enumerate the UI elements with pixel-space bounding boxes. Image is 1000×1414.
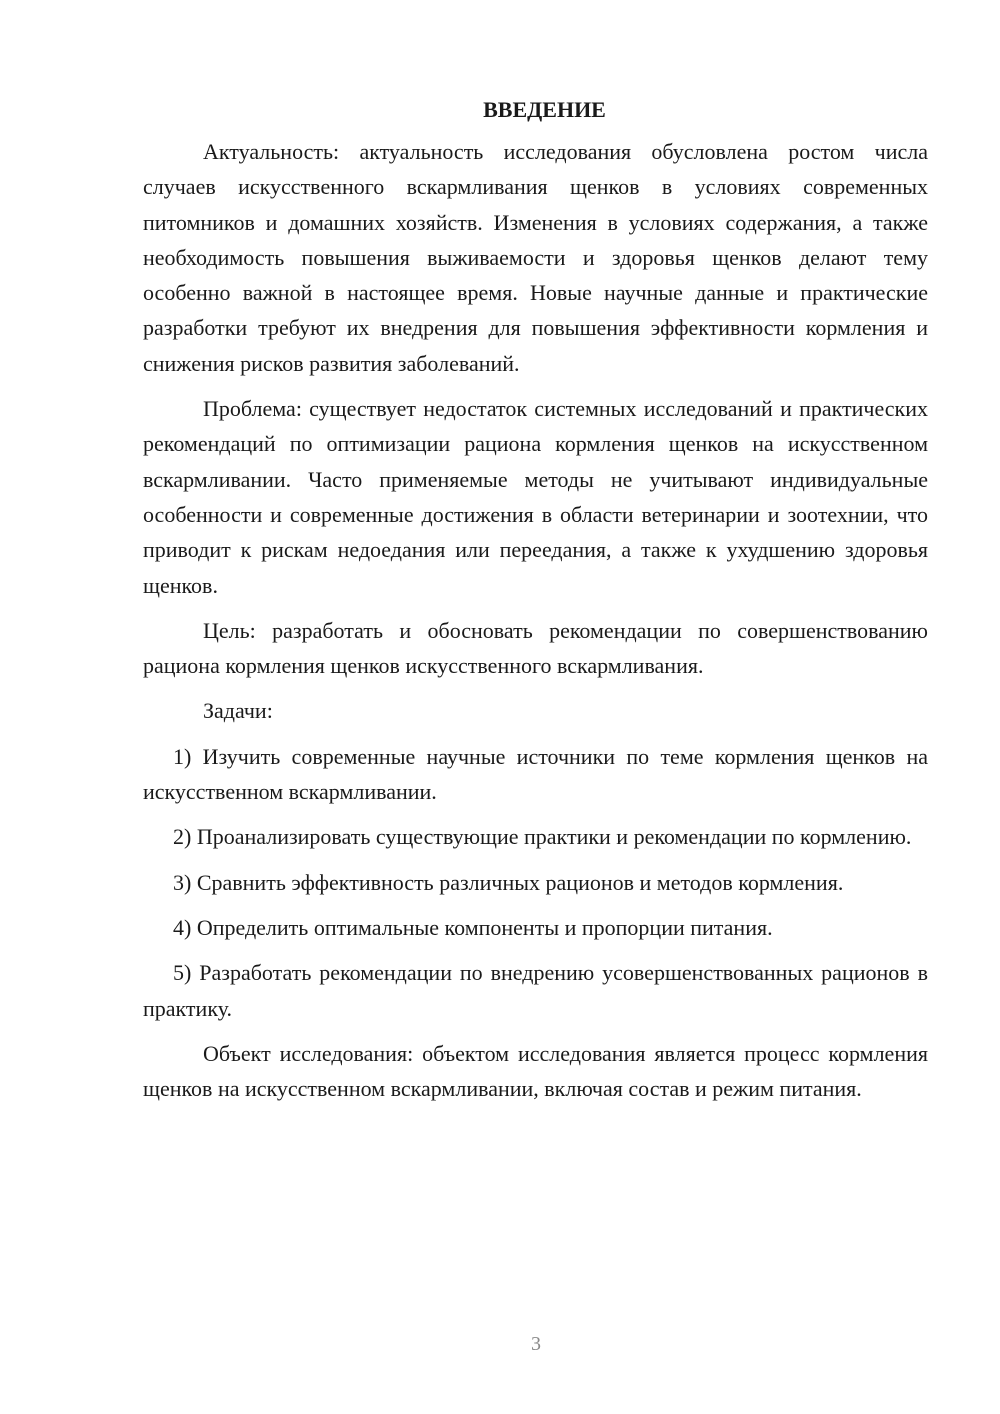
tasks-label: Задачи: <box>203 698 273 724</box>
object-paragraph: Объект исследования: объектом исследования является процесс кормления щенков на искусственном вскармливании, включая состав и режим питания. <box>143 1040 928 1102</box>
task-item: 3) Сравнить эффективность различных рационов и методов кормления. <box>173 869 844 895</box>
task-item: 5) Разработать рекомендации по внедрению усовершенствованных рационов в практику. <box>143 960 928 1021</box>
goal-paragraph: Цель: разработать и обосновать рекомендации по совершенствованию рациона кормления щенков искусственного вскармливания. <box>143 617 928 679</box>
relevance-paragraph: Актуальность: актуальность исследования обусловлена ростом числа случаев искусственного вскармливания щенков в условиях современных питомников и домашних хозяйств. Изменения в условиях содержания, а также необходимость повышения выживаемости и здоровья щенков делают тему особенно важной в настоящее время. Новые научные данные и практические разработки требуют их внедрения для повышения эффективности кормления и снижения рисков развития заболеваний. <box>143 139 928 376</box>
task-item: 1) Изучить современные научные источники по теме кормления щенков на искусственном вскармливании. <box>143 743 928 805</box>
task-item: 4) Определить оптимальные компоненты и пропорции питания. <box>173 914 773 940</box>
section-heading: ВВЕДЕНИЕ <box>483 97 606 122</box>
problem-paragraph: Проблема: существует недостаток системных исследований и практических рекомендаций по оптимизации рациона кормления щенков на искусственном вскармливании. Часто применяемые методы не учитывают индивидуальные особенности и современные достижения в области ветеринарии и зоотехнии, что приводит к рискам недоедания или переедания, а также к ухудшению здоровья щенков. <box>143 396 928 598</box>
page-number: 3 <box>531 1333 541 1355</box>
page-content <box>143 92 928 1116</box>
task-item: 2) Проанализировать существующие практики и рекомендации по кормлению. <box>173 824 912 850</box>
